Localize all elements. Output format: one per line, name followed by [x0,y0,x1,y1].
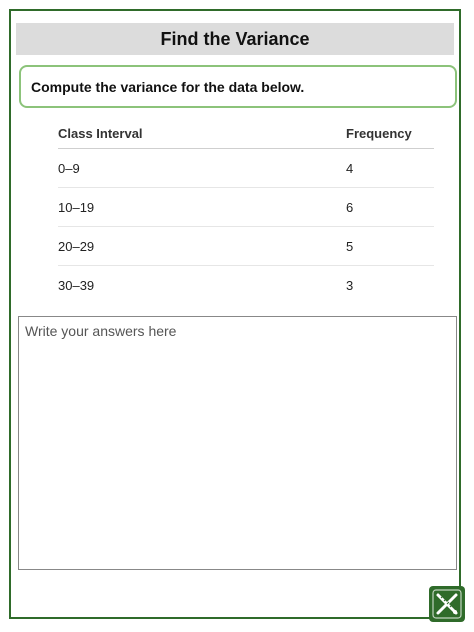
table-row [58,227,434,266]
cell-class-interval: 20–29 [58,238,95,254]
table-row [58,266,434,304]
table-header-row [58,118,434,149]
table-row [58,188,434,227]
cell-frequency: 4 [346,160,354,176]
answer-box[interactable] [18,316,457,570]
page-title [16,23,454,55]
cell-frequency: 3 [346,277,354,293]
cell-class-interval: 10–19 [58,199,95,215]
table-row [58,149,434,188]
header-class-interval: Class Interval [58,125,143,141]
header-frequency: Frequency [346,125,412,141]
pencil-ruler-icon [429,586,465,622]
cell-frequency: 6 [346,199,354,215]
question-prompt-text: Compute the variance for the data below. [31,78,305,95]
answer-placeholder: Write your answers here [25,323,177,339]
frequency-table [58,118,434,304]
cell-class-interval: 0–9 [58,160,80,176]
cell-class-interval: 30–39 [58,277,95,293]
cell-frequency: 5 [346,238,354,254]
page-title-text: Find the Variance [160,28,310,49]
question-prompt [19,65,457,108]
